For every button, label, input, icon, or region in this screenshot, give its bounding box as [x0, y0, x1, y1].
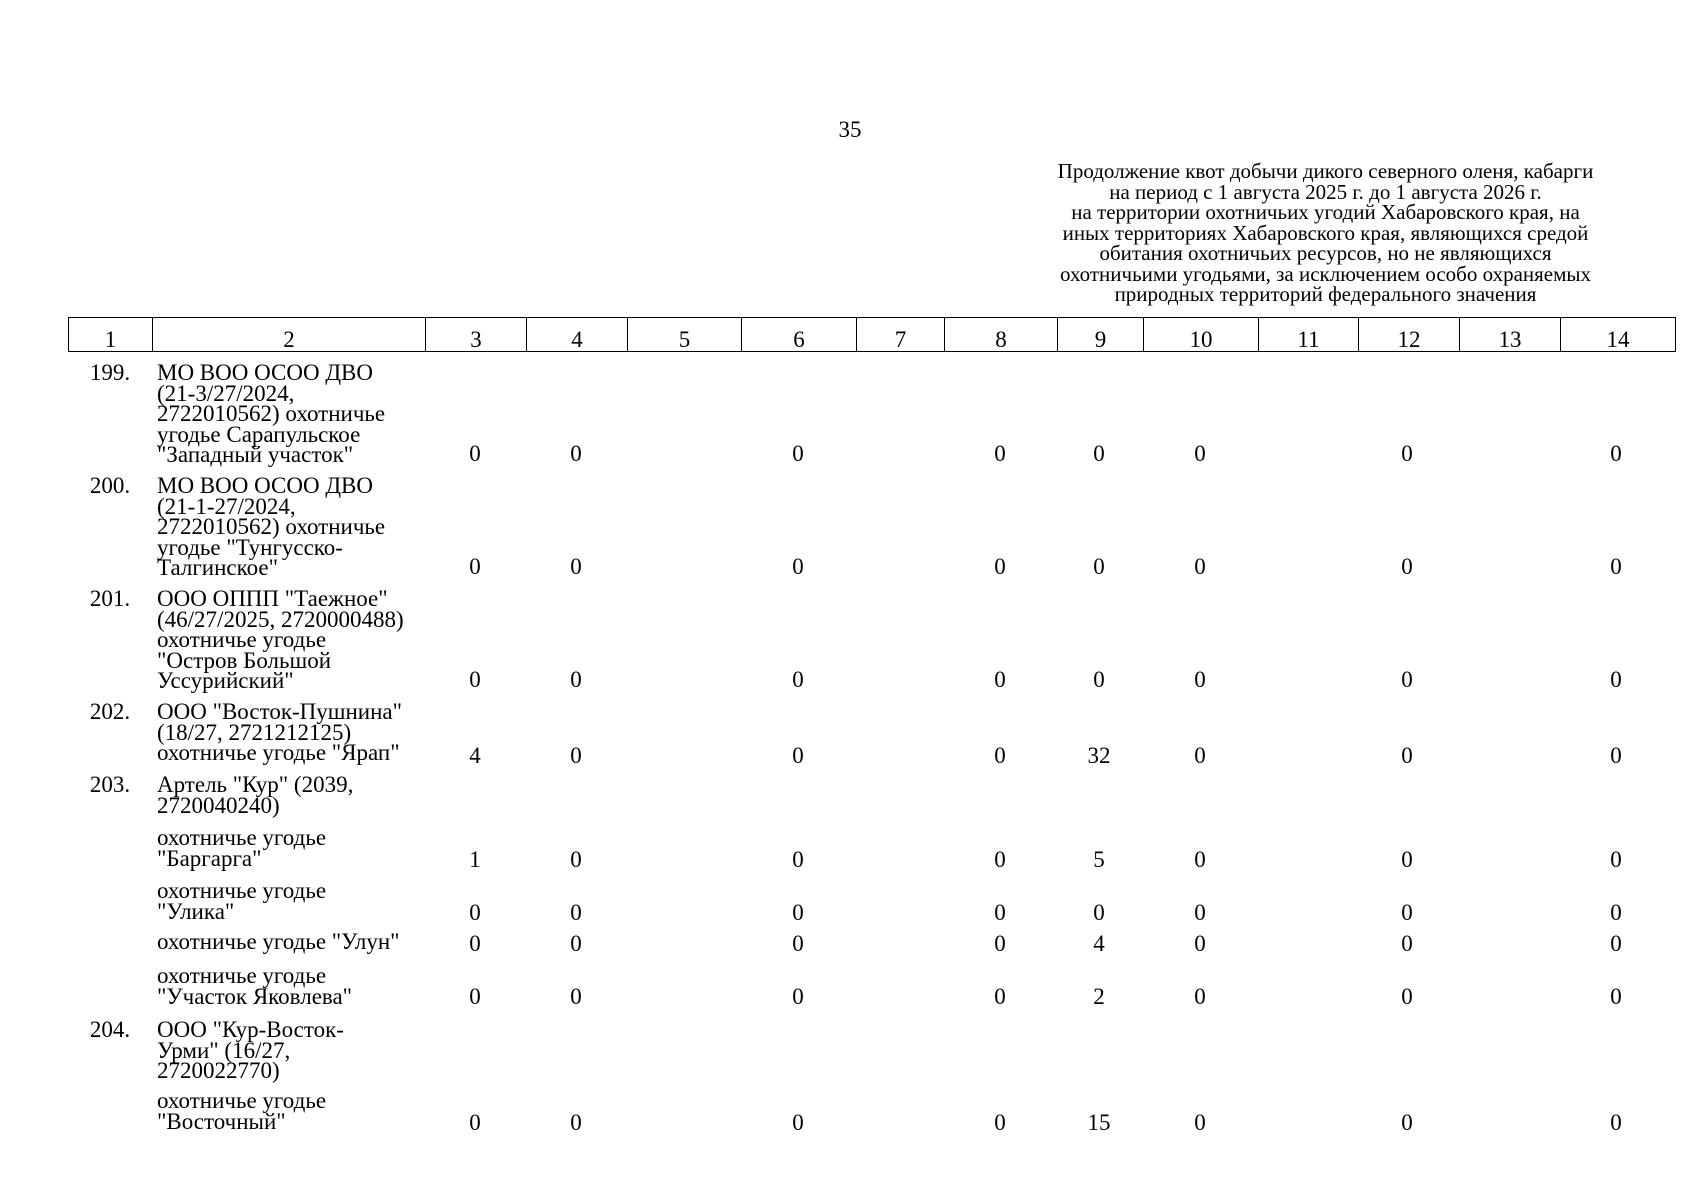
cell-value-c12: 0: [1401, 667, 1413, 692]
cell-value-c4: 0: [570, 554, 582, 579]
cell-value-c14: 0: [1610, 667, 1622, 692]
row-number: 203.: [89, 772, 131, 797]
row-name: Артель "Кур" (2039, 2720040240): [157, 772, 354, 818]
row-name: охотничье угодье "Баргарга": [157, 825, 327, 871]
column-header-11: 11: [1259, 318, 1359, 352]
cell-value-c12: 0: [1401, 900, 1413, 925]
cell-value-c10: 0: [1194, 554, 1206, 579]
cell-value-c9: 0: [1093, 441, 1105, 466]
cell-value-c8: 0: [994, 900, 1006, 925]
cell-value-c4: 0: [570, 1110, 582, 1135]
cell-value-c4: 0: [570, 441, 582, 466]
caption-line: на период с 1 августа 2025 г. до 1 августа 2026 г.: [1109, 179, 1542, 204]
row-number: 204.: [89, 1017, 131, 1042]
cell-value-c3: 0: [469, 1110, 481, 1135]
cell-value-c12: 0: [1401, 554, 1413, 579]
cell-value-c6: 0: [792, 667, 804, 692]
row-name: ООО "Восток-Пушнина" (18/27, 2721212125) охотничье угодье "Ярап": [157, 699, 403, 765]
column-header-9: 9: [1058, 318, 1144, 352]
cell-value-c10: 0: [1194, 743, 1206, 768]
cell-value-c12: 0: [1401, 441, 1413, 466]
cell-value-c8: 0: [994, 984, 1006, 1009]
column-header-8: 8: [945, 318, 1058, 352]
cell-value-c6: 0: [792, 847, 804, 872]
cell-value-c4: 0: [570, 743, 582, 768]
cell-value-c8: 0: [994, 554, 1006, 579]
cell-value-c3: 0: [469, 900, 481, 925]
cell-value-c3: 0: [469, 441, 481, 466]
cell-value-c10: 0: [1194, 900, 1206, 925]
caption-line: охотничьими угодьями, за исключением особо охраняемых: [1059, 261, 1592, 286]
cell-value-c6: 0: [792, 743, 804, 768]
cell-value-c8: 0: [994, 1110, 1006, 1135]
caption-line: обитания охотничьих ресурсов, но не являющихся: [1099, 241, 1552, 265]
caption-line: на территории охотничьих угодий Хабаровского края, на: [1071, 200, 1580, 224]
row-number: 199.: [89, 360, 131, 385]
cell-value-c3: 0: [469, 554, 481, 579]
row-number: 202.: [89, 699, 131, 724]
cell-value-c14: 0: [1610, 847, 1622, 872]
row-name: охотничье угодье "Участок Яковлева": [157, 963, 353, 1009]
cell-value-c12: 0: [1401, 984, 1413, 1009]
row-name: охотничье угодье "Восточный": [157, 1088, 327, 1134]
column-header-1: 1: [69, 318, 153, 352]
column-header-4: 4: [527, 318, 628, 352]
column-header-7: 7: [857, 318, 945, 352]
cell-value-c14: 0: [1610, 900, 1622, 925]
cell-value-c3: 4: [469, 743, 481, 768]
cell-value-c12: 0: [1401, 847, 1413, 872]
column-header-14: 14: [1561, 318, 1676, 352]
cell-value-c6: 0: [792, 441, 804, 466]
row-number: 201.: [89, 586, 131, 611]
cell-value-c9: 5: [1093, 847, 1105, 872]
cell-value-c14: 0: [1610, 441, 1622, 466]
cell-value-c9: 0: [1093, 554, 1105, 579]
row-name: ООО ОППП "Таежное" (46/27/2025, 2720000488) охотничье угодье "Остров Большой Уссурийский": [157, 586, 404, 693]
cell-value-c9: 2: [1093, 984, 1105, 1009]
cell-value-c9: 4: [1093, 931, 1105, 956]
row-name: охотничье угодье "Улика": [157, 878, 327, 924]
cell-value-c6: 0: [792, 1110, 804, 1135]
column-header-10: 10: [1144, 318, 1259, 352]
column-header-6: 6: [742, 318, 857, 352]
cell-value-c14: 0: [1610, 554, 1622, 579]
cell-value-c6: 0: [792, 931, 804, 956]
row-name: МО ВОО ОСОО ДВО (21-3/27/2024, 2722010562) охотничье угодье Сарапульское "Западный участок": [157, 360, 386, 467]
column-header-3: 3: [426, 318, 527, 352]
row-name: охотничье угодье "Улун": [157, 929, 400, 954]
cell-value-c10: 0: [1194, 931, 1206, 956]
cell-value-c3: 0: [469, 667, 481, 692]
cell-value-c10: 0: [1194, 847, 1206, 872]
cell-value-c14: 0: [1610, 984, 1622, 1009]
cell-value-c3: 0: [469, 931, 481, 956]
cell-value-c10: 0: [1194, 984, 1206, 1009]
cell-value-c9: 32: [1087, 743, 1111, 768]
cell-value-c4: 0: [570, 847, 582, 872]
cell-value-c10: 0: [1194, 667, 1206, 692]
cell-value-c8: 0: [994, 743, 1006, 768]
row-number: 200.: [89, 473, 131, 498]
cell-value-c8: 0: [994, 441, 1006, 466]
cell-value-c6: 0: [792, 984, 804, 1009]
cell-value-c9: 15: [1087, 1110, 1111, 1135]
cell-value-c4: 0: [570, 931, 582, 956]
column-header-2: 2: [153, 318, 426, 352]
cell-value-c6: 0: [792, 900, 804, 925]
cell-value-c4: 0: [570, 984, 582, 1009]
caption-line: Продолжение квот добычи дикого северного оленя, кабарги: [1057, 159, 1594, 183]
cell-value-c12: 0: [1401, 743, 1413, 768]
cell-value-c9: 0: [1093, 667, 1105, 692]
cell-value-c3: 1: [469, 847, 481, 872]
row-name: ООО "Кур-Восток- Урми" (16/27, 2720022770): [157, 1017, 344, 1083]
column-header-5: 5: [628, 318, 742, 352]
cell-value-c4: 0: [570, 667, 582, 692]
cell-value-c12: 0: [1401, 931, 1413, 956]
cell-value-c8: 0: [994, 847, 1006, 872]
cell-value-c14: 0: [1610, 743, 1622, 768]
cell-value-c9: 0: [1093, 900, 1105, 925]
cell-value-c4: 0: [570, 900, 582, 925]
caption-line: иных территориях Хабаровского края, являющихся средой: [1062, 220, 1589, 245]
row-name: МО ВОО ОСОО ДВО (21-1-27/2024, 2722010562) охотничье угодье "Тунгусско- Талгинское": [157, 473, 386, 580]
cell-value-c3: 0: [469, 984, 481, 1009]
cell-value-c14: 0: [1610, 931, 1622, 956]
page-number: 35: [838, 117, 862, 142]
cell-value-c10: 0: [1194, 441, 1206, 466]
column-header-12: 12: [1359, 318, 1460, 352]
column-header-13: 13: [1460, 318, 1561, 352]
cell-value-c8: 0: [994, 931, 1006, 956]
cell-value-c6: 0: [792, 554, 804, 579]
cell-value-c8: 0: [994, 667, 1006, 692]
cell-value-c10: 0: [1194, 1110, 1206, 1135]
caption-line: природных территорий федерального значения: [1114, 282, 1537, 306]
cell-value-c14: 0: [1610, 1110, 1622, 1135]
cell-value-c12: 0: [1401, 1110, 1413, 1135]
